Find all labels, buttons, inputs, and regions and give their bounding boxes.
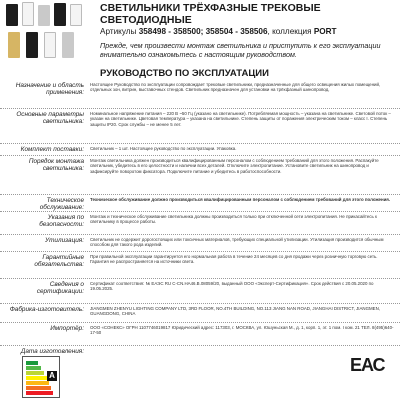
product-thumbnail (62, 32, 74, 58)
row-value: Светильник не содержит дорогостоящих или токсичных материалов, требующих специальной утилизации. Утилизация производится обычным способом для такого рода изделий. (90, 237, 384, 248)
row-value: JIANGMEN ZHENYU LIGHTING COMPANY LTD, 3RD FLOOR, NO.4TH BUILDING, NO.113 JIANG NAN ROAD, JIANGHAI DISTRICT, JIANGMEN, GUANGDONG, CHINA (90, 306, 380, 317)
row-value: Светильник – 1 шт. Настоящее руководство по эксплуатации. Упаковка. (90, 146, 237, 151)
row-label: Утилизация: (45, 237, 84, 244)
article-numbers (100, 27, 396, 37)
row-divider (0, 303, 400, 304)
eac-conformity-mark: ЕАС (350, 355, 385, 375)
row-value: Монтаж светильника должен производиться квалифицированным персоналом с соблюдением требований для этого положения. Распакуйте светильник, убедитесь в его целостности и наличии всех деталей. Отключите электропитание. Установите светильник на шинопровод и зафиксируйте поворотом фиксатора. Подключите питание и убедитесь в работоспособности. (90, 158, 379, 174)
row-divider (0, 194, 400, 195)
energy-bar (26, 366, 41, 370)
pre-install-warning: Прежде, чем произвести монтаж светильника и приступить к его эксплуатации внимательно ознакомьтесь с настоящим руководством. (100, 41, 381, 59)
product-thumbnail (6, 4, 18, 26)
row-value: Монтаж и техническое обслуживание светильника должны производиться только при отключенной сети электропитания. Не прикасайтесь к светильнику в процессе работы. (90, 214, 377, 225)
energy-grade-badge: A (47, 371, 57, 381)
product-thumbnails (4, 2, 96, 62)
row-label: Дата изготовления: (20, 348, 84, 355)
manual-title: РУКОВОДСТВО ПО ЭКСПЛУАТАЦИИ (100, 68, 269, 79)
product-thumbnail (70, 4, 82, 26)
product-thumbnail (38, 5, 50, 26)
row-divider (0, 322, 400, 323)
row-divider (0, 155, 400, 156)
articles-prefix: Артикулы (100, 27, 137, 36)
row-value: Сертификат соответствия: № ЕАЭС RU C-CN.НА46.В.08059/20, выданный ООО «Эксперт-Сертификация». Срок действия с 20.05.2020 по 19.05.2025. (90, 281, 374, 292)
row-label: Порядок монтажа светильника: (28, 158, 84, 173)
product-thumbnail (22, 2, 34, 26)
articles-suffix: , коллекция (267, 27, 312, 36)
row-divider (0, 234, 400, 235)
row-label: Фабрика-изготовитель: (9, 306, 84, 313)
row-label: Указания по безопасности: (39, 214, 84, 229)
row-value: Настоящее Руководство по эксплуатации сопровождает трековые светильники, предназначенные для общего освещения жилых помещений, отдельных зон, витрин, выставочных стендов. Светильник предназначен для установки на трёхфазный шинопровод. (90, 82, 381, 93)
row-label: Импортёр: (50, 325, 84, 332)
energy-bar (26, 361, 38, 365)
row-label: Назначение и область применения: (15, 82, 84, 97)
energy-bar (26, 391, 53, 395)
row-divider (0, 143, 400, 144)
row-label: Сведения о сертификации: (36, 281, 84, 296)
row-divider (0, 211, 400, 212)
row-divider (0, 278, 400, 279)
document-title: СВЕТИЛЬНИКИ ТРЁХФАЗНЫЕ ТРЕКОВЫЕ СВЕТОДИОДНЫЕ (100, 2, 321, 26)
row-value: Номинальное напряжение питания – 220 В ~50 Гц (указано на светильнике). Потребляемая мощность – указана на светильнике. Световой поток – указан на светильнике. Цветовая температура – указана на светильнике. Степень защиты от поражения электрическим током – класс I. Степень защиты IP20. Срок службы – не менее 5 лет. (90, 111, 391, 127)
energy-label (22, 356, 60, 398)
row-divider (0, 251, 400, 252)
product-thumbnail (26, 32, 38, 58)
energy-bar (26, 376, 47, 380)
articles-codes: 358498 - 358500; 358504 - 358506 (138, 27, 268, 36)
product-thumbnail (44, 32, 56, 58)
row-label: Гарантийные обязательства: (34, 254, 84, 269)
energy-bar (26, 381, 49, 385)
energy-bar (26, 386, 51, 390)
collection-name: PORT (313, 27, 337, 36)
row-divider (0, 108, 400, 109)
row-value: При правильной эксплуатации гарантируется его нормальная работа в течение 24 месяцев со дня продажи через розничную торговую сеть. Гарантия не распространяется на источники света. (90, 254, 378, 265)
product-thumbnail (8, 32, 20, 58)
row-divider (0, 345, 400, 346)
product-thumbnail (54, 3, 66, 26)
energy-bar (26, 371, 44, 375)
row-label: Основные параметры светильника: (16, 111, 84, 126)
row-value: Техническое обслуживание должно производиться квалифицированным персоналом с соблюдением требований для этого положения. (90, 197, 391, 202)
row-label: Комплект поставки: (20, 146, 84, 153)
row-value: ООО «СОНЕКС» ОГРН 1107746019817 Юридический адрес: 117303, г. МОСКВА, ул. Юшуньская М., д. 1, корп. 1, эт. 1 пом. I ком. 21 ТЕЛ. 8(495)640-17-50 (90, 325, 394, 336)
row-label: Техническое обслуживание: (39, 197, 84, 212)
